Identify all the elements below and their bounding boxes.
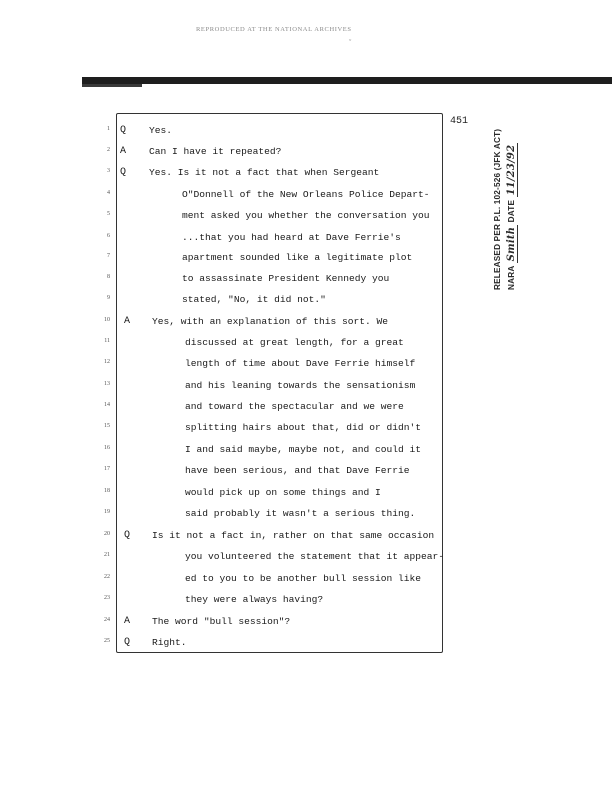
speaker-label: Q xyxy=(124,530,131,541)
top-rule-bar-tail xyxy=(82,84,142,87)
line-number: 2 xyxy=(107,147,110,153)
transcript-line: would pick up on some things and I xyxy=(185,487,381,498)
line-number: 7 xyxy=(107,253,110,259)
transcript-line: O"Donnell of the New Orleans Police Depart- xyxy=(182,189,430,200)
line-number: 22 xyxy=(104,574,110,580)
transcript-line: you volunteered the statement that it appear- xyxy=(185,551,445,562)
transcript-line: they were always having? xyxy=(185,594,324,605)
line-number: 14 xyxy=(104,402,110,408)
transcript-line: Right. xyxy=(152,637,187,648)
transcript-line: ed to you to be another bull session like xyxy=(185,573,422,584)
line-number: 6 xyxy=(107,233,110,239)
transcript-line: Yes. Is it not a fact that when Sergeant xyxy=(149,167,380,178)
transcript-line: length of time about Dave Ferrie himself xyxy=(185,358,416,369)
release-stamp-nara: NARA xyxy=(507,265,516,290)
speaker-label: Q xyxy=(120,167,127,178)
transcript-line: Yes. xyxy=(149,125,173,136)
line-number: 5 xyxy=(107,211,110,217)
line-number: 18 xyxy=(104,488,110,494)
page-number: 451 xyxy=(450,116,469,127)
line-number: 13 xyxy=(104,381,110,387)
transcript-line: Can I have it repeated? xyxy=(149,146,282,157)
transcript-line: said probably it wasn't a serious thing. xyxy=(185,508,416,519)
transcript-line: The word "bull session"? xyxy=(152,616,291,627)
release-stamp-line2 xyxy=(506,100,519,290)
transcript-line: I and said maybe, maybe not, and could it xyxy=(185,444,422,455)
top-rule-bar xyxy=(82,77,612,84)
transcript-line: ...that you had heard at Dave Ferrie's xyxy=(182,232,401,243)
transcript-line: ment asked you whether the conversation you xyxy=(182,210,430,221)
transcript-line: discussed at great length, for a great xyxy=(185,337,404,348)
line-number: 23 xyxy=(104,595,110,601)
transcript-line: stated, "No, it did not." xyxy=(182,294,326,305)
transcript-line: Is it not a fact in, rather on that same occasion xyxy=(152,530,435,541)
release-stamp-date-label: DATE xyxy=(507,199,516,223)
release-stamp xyxy=(493,100,533,290)
line-number: 24 xyxy=(104,617,110,623)
speaker-label: Q xyxy=(124,637,131,648)
transcript-line: apartment sounded like a legitimate plot xyxy=(182,252,413,263)
line-number: 15 xyxy=(104,423,110,429)
line-number: 10 xyxy=(104,317,110,323)
line-number: 16 xyxy=(104,445,110,451)
line-number: 20 xyxy=(104,531,110,537)
speaker-label: A xyxy=(124,316,131,327)
line-number: 8 xyxy=(107,274,110,280)
line-number: 4 xyxy=(107,190,110,196)
release-stamp-signature: Smith xyxy=(506,226,517,262)
line-number: 25 xyxy=(104,638,110,644)
release-stamp-date: 11/23/92 xyxy=(506,144,517,196)
transcript-line: and his leaning towards the sensationism xyxy=(185,380,416,391)
line-number: 17 xyxy=(104,466,110,472)
transcript-line: and toward the spectacular and we were xyxy=(185,401,404,412)
line-number: 3 xyxy=(107,168,110,174)
transcript-line: splitting hairs about that, did or didn't xyxy=(185,422,422,433)
line-number: 21 xyxy=(104,552,110,558)
line-number: 9 xyxy=(107,295,110,301)
archive-header-mark: ˇ xyxy=(348,40,353,48)
line-number: 12 xyxy=(104,359,110,365)
archive-header-stamp: REPRODUCED AT THE NATIONAL ARCHIVES xyxy=(196,26,352,33)
transcript-line: Yes, with an explanation of this sort. We xyxy=(152,316,389,327)
transcript-line: have been serious, and that Dave Ferrie xyxy=(185,465,410,476)
transcript-line: to assassinate President Kennedy you xyxy=(182,273,390,284)
release-stamp-line1: RELEASED PER P.L. 102-526 (JFK ACT) xyxy=(493,128,502,290)
line-number: 11 xyxy=(104,338,110,344)
speaker-label: Q xyxy=(120,125,127,136)
line-number: 1 xyxy=(107,126,110,132)
line-number: 19 xyxy=(104,509,110,515)
speaker-label: A xyxy=(120,146,127,157)
speaker-label: A xyxy=(124,616,131,627)
